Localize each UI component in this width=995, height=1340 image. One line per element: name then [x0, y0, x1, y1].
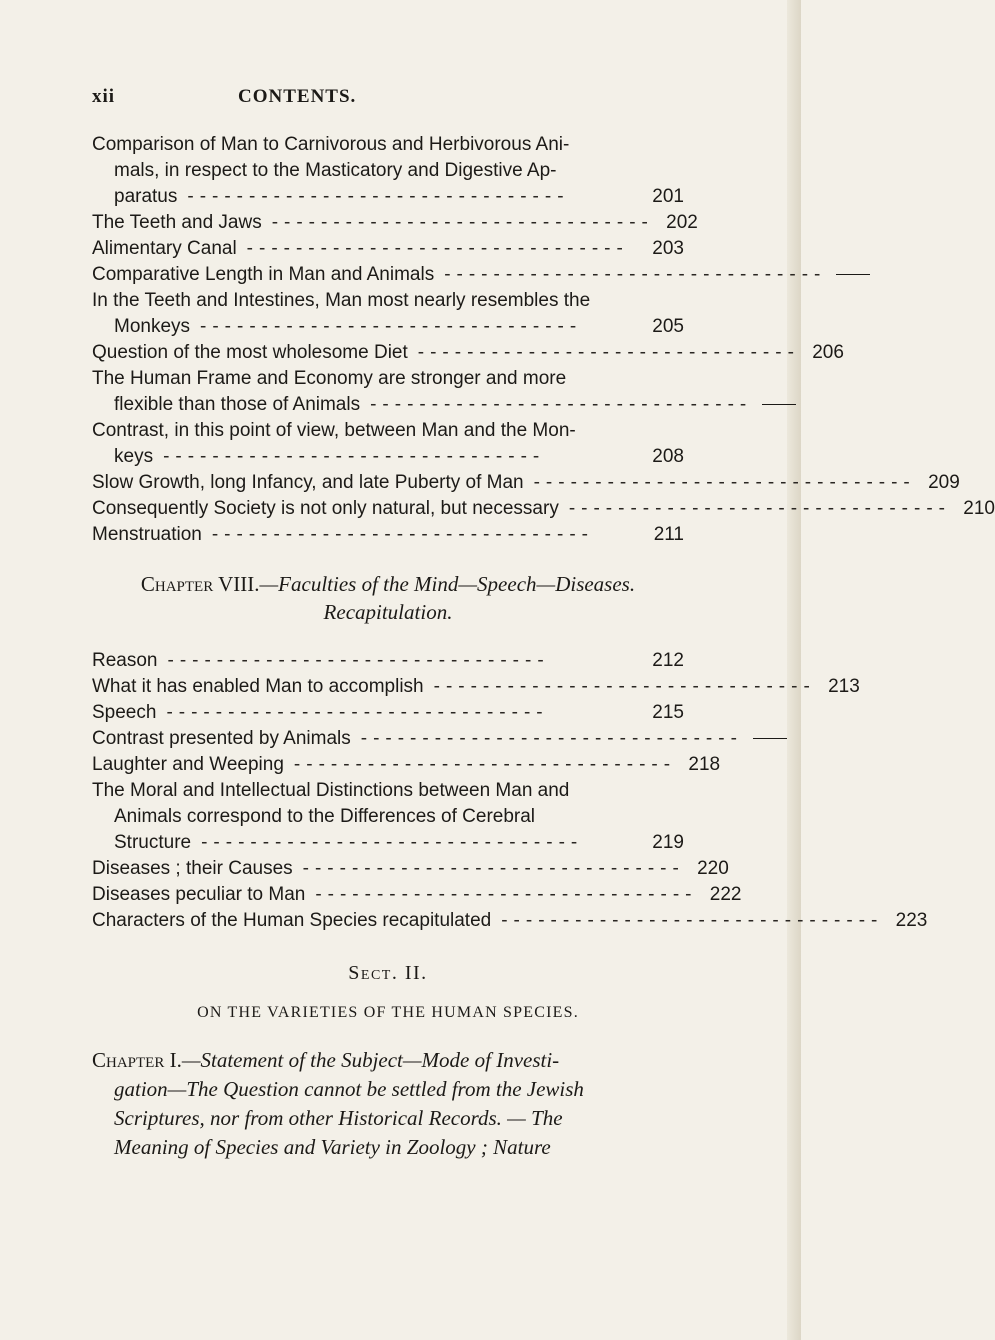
- dot-leader: -------------------------------: [271, 212, 654, 233]
- toc-entry: [92, 522, 684, 548]
- section-subtitle: ON THE VARIETIES OF THE HUMAN SPECIES.: [197, 1004, 579, 1021]
- toc-entry-line: [92, 340, 844, 366]
- toc-entry: [92, 882, 742, 908]
- toc-entry-line: [92, 700, 684, 726]
- toc-entry: [92, 132, 684, 210]
- toc-entry-text: mals, in respect to the Masticatory and Digestive Ap-: [114, 160, 557, 181]
- toc-entry-text: Contrast, in this point of view, between Man and the Mon-: [92, 420, 576, 441]
- toc-entry: [92, 210, 698, 236]
- toc-entry: [92, 726, 743, 752]
- toc-entry-line: [92, 470, 960, 496]
- toc-entry-line: [92, 288, 684, 314]
- running-title: CONTENTS.: [238, 86, 357, 107]
- entry-list-chapter-7: [92, 132, 995, 548]
- dot-leader: -------------------------------: [302, 858, 685, 879]
- entry-list-chapter-8: [92, 648, 928, 934]
- toc-entry: [92, 288, 684, 340]
- toc-entry: [92, 752, 721, 778]
- toc-entry-text: Diseases ; their Causes: [92, 858, 293, 879]
- toc-page-number: 202: [666, 212, 698, 233]
- chapter-1-title-line: —Statement of the Subject—Mode of Investi-: [181, 1048, 560, 1072]
- toc-page-number: [749, 726, 787, 752]
- toc-entry-line: [92, 908, 928, 934]
- toc-page-number: 219: [652, 832, 684, 853]
- toc-entry-text: Structure: [114, 832, 192, 853]
- toc-entry-line: [92, 392, 753, 418]
- toc-entry: [92, 496, 995, 522]
- toc-entry-text: What it has enabled Man to accomplish: [92, 676, 424, 697]
- section-heading: [92, 960, 684, 1026]
- dot-leader: -------------------------------: [200, 316, 583, 337]
- toc-entry-line: [92, 674, 860, 700]
- toc-entry: [92, 340, 844, 366]
- dot-leader: -------------------------------: [533, 472, 916, 493]
- toc-entry-text: paratus: [114, 186, 178, 207]
- dot-leader: -------------------------------: [163, 446, 546, 467]
- toc-entry: [92, 262, 827, 288]
- toc-entry-text: Animals correspond to the Differences of Cerebral: [114, 806, 536, 827]
- toc-page-number: 222: [709, 884, 742, 905]
- toc-page-number: 212: [652, 650, 684, 671]
- toc-entry-line: [92, 158, 684, 184]
- toc-entry: [92, 778, 684, 856]
- toc-entry-line: [92, 444, 684, 470]
- toc-entry-line: [92, 882, 742, 908]
- toc-page-number: 218: [688, 754, 721, 775]
- dot-leader: -------------------------------: [293, 754, 677, 775]
- toc-page-number: 211: [653, 524, 684, 545]
- toc-entry-line: [92, 210, 698, 236]
- toc-entry: [92, 470, 960, 496]
- toc-entry-text: Contrast presented by Animals: [92, 728, 351, 749]
- dot-leader: -------------------------------: [444, 264, 827, 285]
- toc-entry-text: The Teeth and Jaws: [92, 212, 262, 233]
- chapter-8-title: —Faculties of the Mind—Speech—Diseases.: [259, 572, 636, 596]
- toc-page-number: 205: [652, 316, 684, 337]
- page-number: xii: [92, 86, 116, 107]
- toc-entry: [92, 700, 684, 726]
- toc-entry-text: Menstruation: [92, 524, 202, 545]
- toc-entry-line: [92, 496, 995, 522]
- toc-entry-line: [92, 132, 684, 158]
- toc-entry: [92, 366, 753, 418]
- toc-entry-text: Diseases peculiar to Man: [92, 884, 306, 905]
- toc-entry-line: [92, 236, 684, 262]
- toc-entry-line: [92, 752, 721, 778]
- toc-page-number: [832, 262, 870, 288]
- toc-page-number: 220: [697, 858, 729, 879]
- toc-page-number: 201: [652, 186, 684, 207]
- chapter-1-label: Chapter I.: [92, 1048, 182, 1072]
- toc-entry-text: Comparison of Man to Carnivorous and Herbivorous Ani-: [92, 134, 570, 155]
- page-edge: [787, 0, 801, 1340]
- toc-entry-line: [92, 522, 684, 548]
- toc-entry-text: The Moral and Intellectual Distinctions between Man and: [92, 780, 570, 801]
- toc-entry-text: Question of the most wholesome Diet: [92, 342, 408, 363]
- toc-entry-text: keys: [114, 446, 154, 467]
- dot-leader: -------------------------------: [211, 524, 594, 545]
- toc-entry-line: [92, 778, 684, 804]
- toc-page-number: 223: [895, 910, 928, 931]
- section-label: Sect. II.: [348, 962, 428, 984]
- dot-leader: -------------------------------: [246, 238, 629, 259]
- toc-page-number: 203: [652, 238, 684, 259]
- dot-leader: -------------------------------: [568, 498, 951, 519]
- toc-page-number: [758, 392, 796, 418]
- toc-entry: [92, 856, 729, 882]
- toc-entry-line: [92, 366, 684, 392]
- toc-entry: [92, 648, 684, 674]
- toc-entry-text: Slow Growth, long Infancy, and late Puberty of Man: [92, 472, 524, 493]
- toc-page-number: 215: [652, 702, 684, 723]
- dot-leader: -------------------------------: [187, 186, 570, 207]
- toc-page-number: 208: [652, 446, 684, 467]
- toc-entry-line: [92, 418, 684, 444]
- dot-leader: -------------------------------: [370, 394, 753, 415]
- toc-entry: [92, 674, 860, 700]
- toc-entry-line: [92, 184, 684, 210]
- toc-entry: [92, 236, 684, 262]
- chapter-8-label: Chapter VIII.: [140, 572, 260, 596]
- toc-entry-line: [92, 830, 684, 856]
- dot-leader: -------------------------------: [315, 884, 698, 905]
- dot-leader: -------------------------------: [167, 650, 550, 671]
- toc-entry-text: flexible than those of Animals: [114, 394, 361, 415]
- toc-entry-line: [92, 648, 684, 674]
- toc-entry-text: The Human Frame and Economy are stronger and more: [92, 368, 567, 389]
- toc-entry-line: [92, 804, 684, 830]
- toc-entry-text: Speech: [92, 702, 157, 723]
- dot-leader: -------------------------------: [360, 728, 743, 749]
- toc-entry-line: [92, 856, 729, 882]
- toc-entry: [92, 418, 684, 470]
- toc-entry-line: [92, 314, 684, 340]
- chapter-1-heading: [92, 1046, 684, 1162]
- chapter-1-title-line: gation—The Question cannot be settled from the Jewish: [114, 1077, 584, 1101]
- dot-leader: -------------------------------: [417, 342, 800, 363]
- toc-entry-line: [92, 726, 743, 752]
- toc-page-number: 209: [928, 472, 960, 493]
- toc-entry-text: Alimentary Canal: [92, 238, 237, 259]
- toc-entry-text: Monkeys: [114, 316, 191, 337]
- toc-page-number: 210: [963, 498, 995, 519]
- toc-entry-text: Characters of the Human Species recapitulated: [92, 910, 492, 931]
- dot-leader: -------------------------------: [501, 910, 884, 931]
- chapter-8-heading: [92, 570, 684, 626]
- chapter-8-title-cont: Recapitulation.: [323, 600, 453, 624]
- dot-leader: -------------------------------: [433, 676, 816, 697]
- toc-page-number: 206: [812, 342, 844, 363]
- toc-entry: [92, 908, 928, 934]
- toc-entry-text: In the Teeth and Intestines, Man most nearly resembles the: [92, 290, 591, 311]
- dot-leader: -------------------------------: [166, 702, 549, 723]
- toc-entry-line: [92, 262, 827, 288]
- toc-page-number: 213: [828, 676, 860, 697]
- toc-entry-text: Consequently Society is not only natural, but necessary: [92, 498, 559, 519]
- dot-leader: -------------------------------: [201, 832, 584, 853]
- toc-entry-text: Reason: [92, 650, 158, 671]
- toc-entry-text: Comparative Length in Man and Animals: [92, 264, 435, 285]
- toc-entry-text: Laughter and Weeping: [92, 754, 284, 775]
- chapter-1-title-line: Scriptures, nor from other Historical Records. — The: [114, 1106, 563, 1130]
- chapter-1-title-line: Meaning of Species and Variety in Zoology ; Nature: [114, 1135, 551, 1159]
- table-of-contents: [92, 132, 995, 1162]
